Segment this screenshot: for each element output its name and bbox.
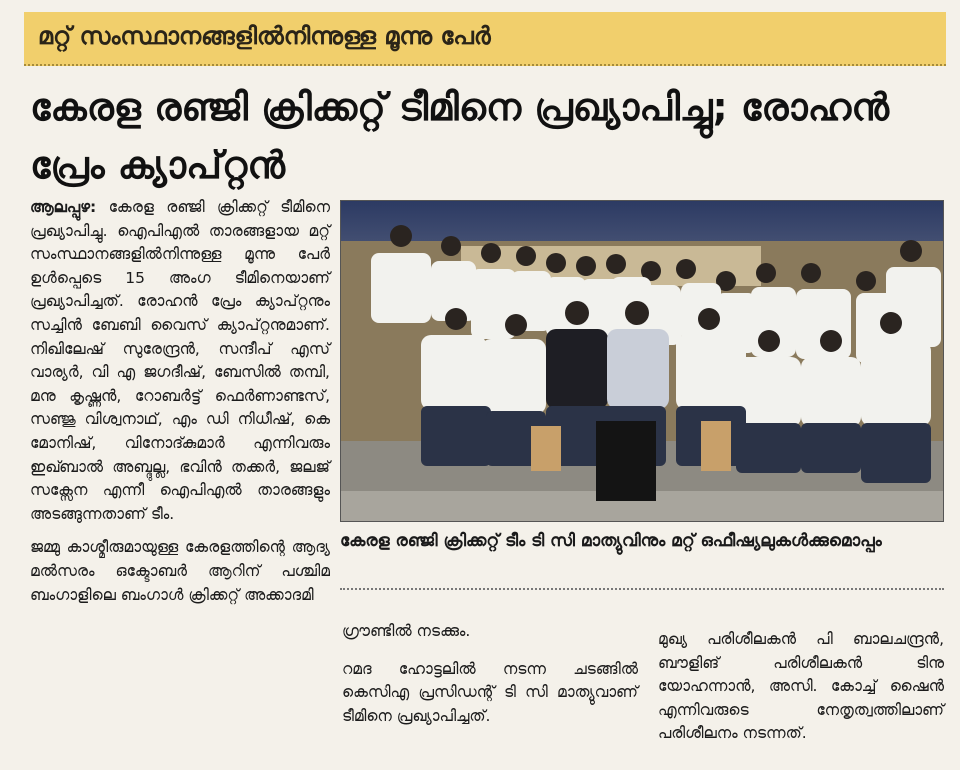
paragraph-1-text: കേരള രഞ്ജി ക്രിക്കറ്റ് ടീമിനെ പ്രഖ്യാപിച്ചു. ഐപിഎൽ താരങ്ങളായ മറ്റ് സംസ്ഥാനങ്ങളിൽനിന്നുള്ള മൂന്നു പേർ ഉൾപ്പെടെ 15 അംഗ ടീമിനെയാണ് പ്രഖ്യാപിച്ചത്. രോഹൻ പ്രേം ക്യാപ്റ്റനും സച്ചിൻ ബേബി വൈസ് ക്യാപ്റ്റനുമാണ്. നിഖിലേഷ് സുരേന്ദ്രൻ, സന്ദീപ് എസ് വാര്യർ, വി എ ജഗദീഷ്, ബേസിൽ തമ്പി, മനു കൃഷ്ണൻ, റോബർട്ട് ഫെർണാണ്ടസ്, സഞ്ജു വിശ്വനാഥ്, എം ഡി നിധീഷ്, കെ മോനിഷ്, വിനോദ്കുമാർ എന്നിവരും ഇഖ്ബാൽ അബ്ദുല്ല, ഭവിൻ തക്കർ, ജലജ് സക്സേന എന്നീ ഐപിഎൽ താരങ്ങളും അടങ്ങുന്നതാണ് ടീം. [30, 198, 330, 523]
divider [340, 588, 944, 590]
paragraph-3: റമദ ഹോട്ടലിൽ നടന്ന ചടങ്ങിൽ കെസിഎ പ്രസിഡന്റ് ടി സി മാത്യുവാണ് ടീമിനെ പ്രഖ്യാപിച്ചത്. [342, 659, 638, 725]
kicker-text: മറ്റ് സംസ്ഥാനങ്ങളിൽനിന്നുള്ള മൂന്നു പേർ [38, 22, 491, 50]
photo-caption: കേരള രഞ്ജി ക്രിക്കറ്റ് ടീം ടി സി മാത്യുവിനും മറ്റ് ഒഫീഷ്യലുകൾക്കുമൊപ്പം [340, 531, 882, 551]
dateline: ആലപ്പുഴ: [30, 198, 97, 216]
team-photo-image [341, 201, 944, 522]
article-column-1 [30, 196, 330, 617]
paragraph-2-continued: ഗ്രൗണ്ടിൽ നടക്കും. [342, 622, 471, 640]
article-column-3 [658, 628, 944, 746]
kicker-banner [24, 12, 946, 66]
article-column-2 [342, 620, 638, 728]
headline: കേരള രഞ്ജി ക്രിക്കറ്റ് ടീമിനെ പ്രഖ്യാപിച്ചു; രോഹൻ പ്രേം ക്യാപ്റ്റൻ [30, 85, 890, 187]
paragraph-2: ജമ്മു കാശ്മീരുമായുള്ള കേരളത്തിന്റെ ആദ്യ മൽസരം ഒക്ടോബർ ആറിന് പശ്ചിമ ബംഗാളിലെ ബംഗാൾ ക്രിക്കറ്റ് അക്കാദമി [30, 538, 330, 604]
paragraph-4: മുഖ്യ പരിശീലകൻ പി ബാലചന്ദ്രൻ, ബൗളിങ് പരിശീലകൻ ടിനു യോഹന്നാൻ, അസി. കോച്ച് ഷൈൻ എന്നിവരുടെ നേതൃത്വത്തിലാണ് പരിശീലനം നടന്നത്. [658, 630, 944, 743]
paragraph-1 [30, 196, 330, 526]
team-photo [340, 200, 944, 522]
